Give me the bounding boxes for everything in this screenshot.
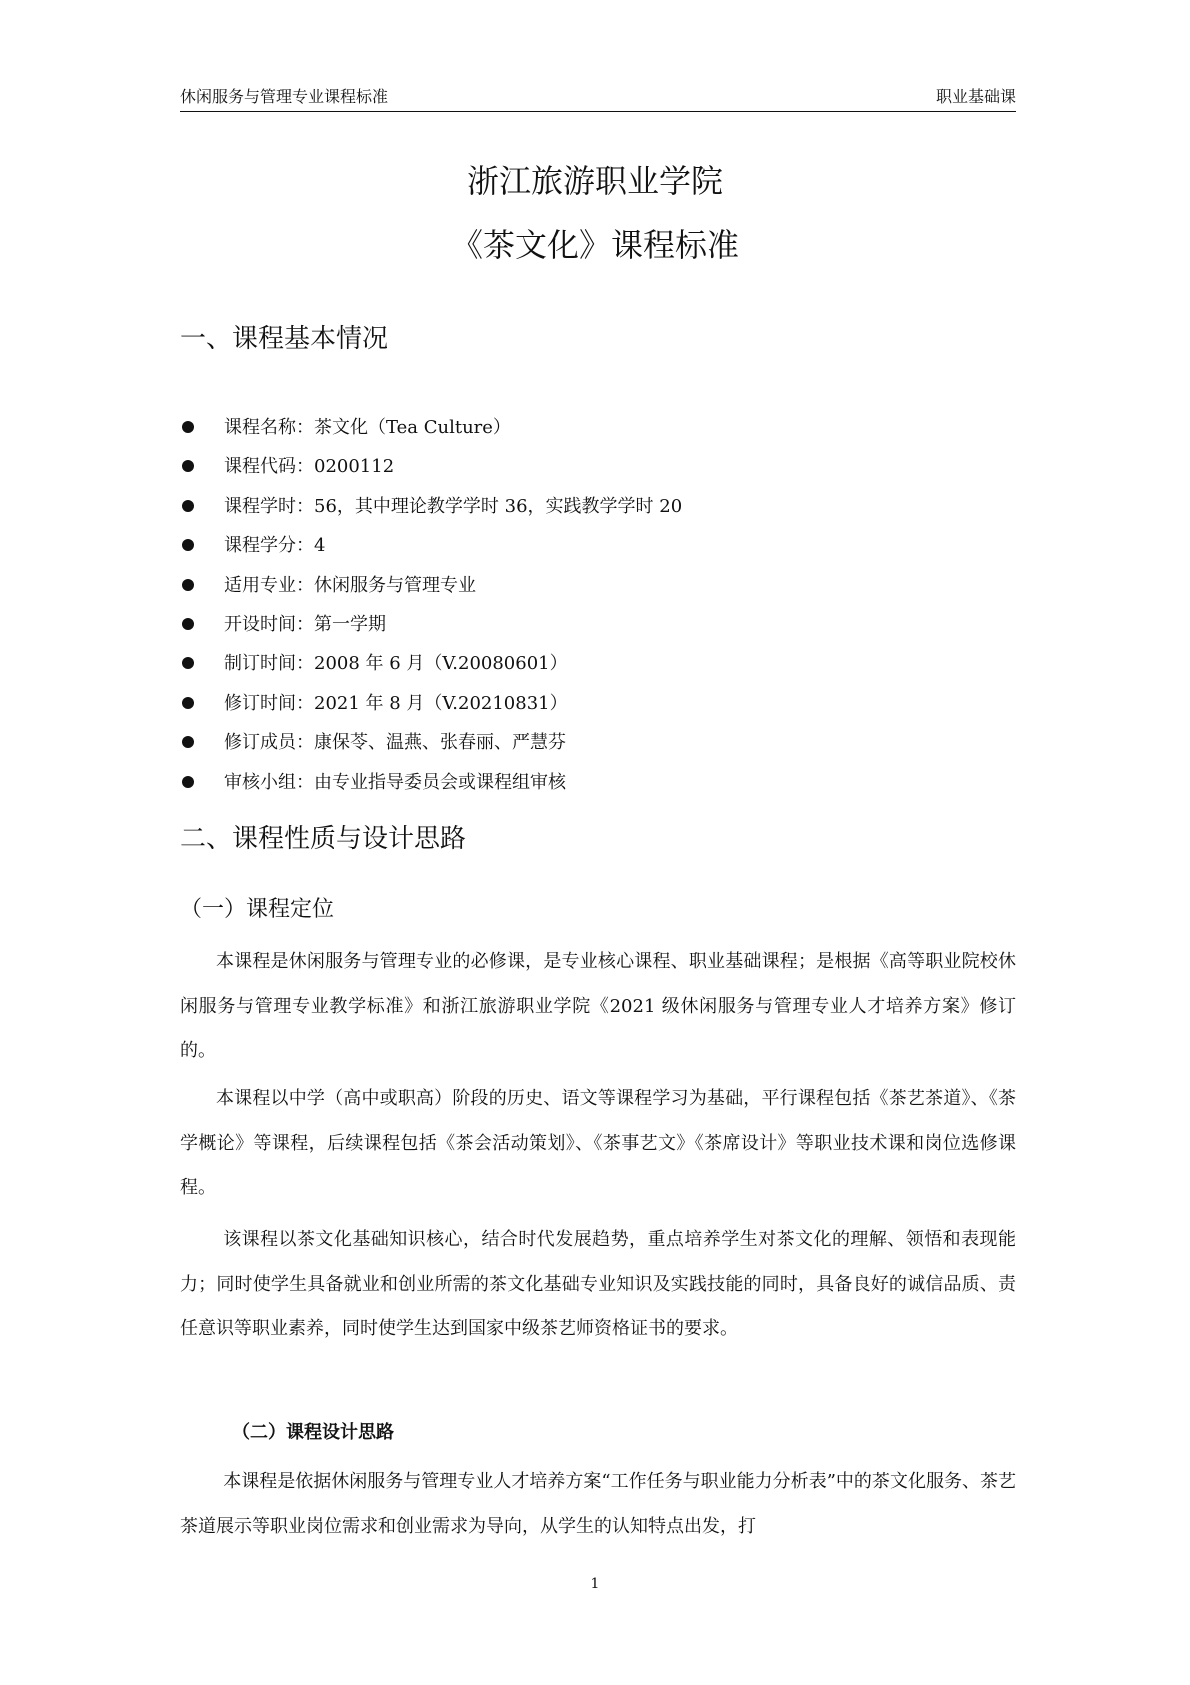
- subsection-design-heading: （二）课程设计思路: [232, 1422, 394, 1443]
- paragraph-design-1: 本课程是依据休闲服务与管理专业人才培养方案“工作任务与职业能力分析表”中的茶文化服务、茶艺茶道展示等职业岗位需求和创业需求为导向，从学生的认知特点出发，打: [180, 1471, 1016, 1537]
- list-item: 课程学时：56，其中理论教学学时 36，实践教学学时 20: [180, 487, 1016, 526]
- document-title-institution: 浙江旅游职业学院: [466, 162, 723, 200]
- list-item: 课程名称：茶文化（Tea Culture）: [180, 408, 1016, 447]
- bullet-icon: [182, 579, 194, 591]
- header-course-category: 职业基础课: [935, 87, 1016, 106]
- paragraph-positioning-2: 本课程以中学（高中或职高）阶段的历史、语文等课程学习为基础，平行课程包括《茶艺茶道》、《茶学概论》等课程，后续课程包括《茶会活动策划》、《茶事艺文》《茶席设计》等职业技术课和岗位选修课程。: [180, 1088, 1016, 1199]
- subsection-positioning-heading: （一）课程定位: [180, 897, 335, 922]
- bullet-icon: [182, 500, 194, 512]
- paragraph-positioning-1: 本课程是休闲服务与管理专业的必修课，是专业核心课程、职业基础课程；是根据《高等职业院校休闲服务与管理专业教学标准》和浙江旅游职业学院《2021 级休闲服务与管理专业人才培养方案》修订的。: [180, 951, 1016, 1062]
- list-item: 开设时间：第一学期: [180, 605, 1016, 644]
- bullet-icon: [182, 539, 194, 551]
- list-item: 课程学分：4: [180, 526, 1016, 565]
- list-item: 审核小组：由专业指导委员会或课程组审核: [180, 763, 1016, 802]
- bullet-icon: [182, 736, 194, 748]
- page-number: 1: [590, 1576, 600, 1592]
- header-course-standard: 休闲服务与管理专业课程标准: [180, 87, 389, 106]
- list-item: 适用专业：休闲服务与管理专业: [180, 566, 1016, 605]
- course-info-list: [180, 408, 1016, 802]
- section1-heading: 一、课程基本情况: [180, 324, 389, 354]
- list-item: 制订时间：2008 年 6 月（V.20080601）: [180, 644, 1016, 683]
- list-item: 修订时间：2021 年 8 月（V.20210831）: [180, 684, 1016, 723]
- bullet-icon: [182, 697, 194, 709]
- bullet-icon: [182, 657, 194, 669]
- bullet-icon: [182, 776, 194, 788]
- list-item: 课程代码：0200112: [180, 447, 1016, 486]
- document-title-course: 《茶文化》课程标准: [450, 226, 739, 264]
- bullet-icon: [182, 460, 194, 472]
- section2-heading: 二、课程性质与设计思路: [180, 824, 467, 854]
- header-divider: [180, 111, 1016, 112]
- bullet-icon: [182, 618, 194, 630]
- bullet-icon: [182, 421, 194, 433]
- paragraph-positioning-3: 该课程以茶文化基础知识核心，结合时代发展趋势，重点培养学生对茶文化的理解、领悟和表现能力；同时使学生具备就业和创业所需的茶文化基础专业知识及实践技能的同时，具备良好的诚信品质、责任意识等职业素养，同时使学生达到国家中级茶艺师资格证书的要求。: [180, 1229, 1016, 1340]
- list-item: 修订成员：康保苓、温燕、张春丽、严慧芬: [180, 723, 1016, 762]
